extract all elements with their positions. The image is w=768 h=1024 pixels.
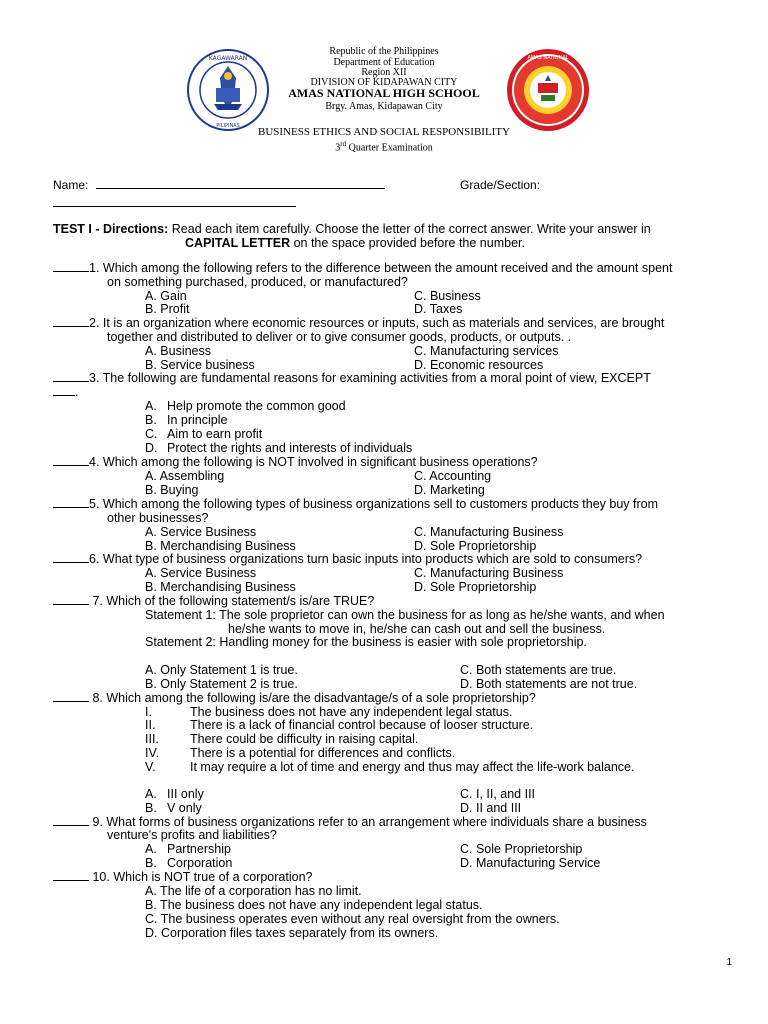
q8-choice-a-letter: A. (145, 787, 157, 801)
answer-blank-8[interactable] (53, 691, 89, 702)
q3-choice-d: Protect the rights and interests of individuals (167, 441, 413, 455)
q1-choice-d: D. Taxes (414, 302, 463, 316)
q8-item-1-num: I. (145, 705, 152, 719)
q6-choice-b: B. Merchandising Business (145, 580, 296, 594)
question-8: 8. Which among the following is/are the disadvantage/s of a sole proprietorship? (53, 691, 536, 705)
q9-choice-b: Corporation (167, 856, 233, 870)
q3-choice-d-letter: D. (145, 441, 158, 455)
q3-choice-c: Aim to earn profit (167, 427, 263, 441)
q8-item-3-num: III. (145, 732, 159, 746)
name-blank[interactable] (96, 178, 385, 189)
q8-item-5-num: V. (145, 760, 156, 774)
q8-item-2-num: II. (145, 718, 156, 732)
grade-section-blank[interactable] (53, 196, 296, 210)
answer-blank-6[interactable] (53, 552, 89, 563)
header-region: Region XII (361, 67, 407, 78)
q7-statement-1: Statement 1: The sole proprietor can own the business for as long as he/she wants, and when (145, 608, 665, 622)
question-7: 7. Which of the following statement/s is/are TRUE? (53, 594, 374, 608)
svg-text:AMAS NATIONAL: AMAS NATIONAL (527, 55, 569, 61)
answer-blank-9[interactable] (53, 815, 89, 826)
q4-choice-c: C. Accounting (414, 469, 492, 483)
header-department: Department of Education (333, 57, 435, 68)
header-division: DIVISION OF KIDAPAWAN CITY (310, 77, 458, 88)
q7-statement-1-line-2: he/she wants to move in, he/she can cash out and sell the business. (228, 622, 606, 636)
q8-choice-d: D. II and III (460, 801, 522, 815)
q4-choice-d: D. Marketing (414, 483, 485, 497)
exam-subject-title: BUSINESS ETHICS AND SOCIAL RESPONSIBILITY (257, 126, 510, 138)
directions-label: TEST I - Directions: (53, 222, 169, 236)
q8-choice-b-letter: B. (145, 801, 157, 815)
q5-choice-b: B. Merchandising Business (145, 539, 296, 553)
q8-item-3: There could be difficulty in raising capital. (190, 732, 419, 746)
question-1: 1. Which among the following refers to the difference between the amount received and the amount spent (53, 261, 672, 275)
q3-choice-b: In principle (167, 413, 228, 427)
page-number: 1 (726, 957, 732, 968)
q8-item-5: It may require a lot of time and energy and thus may affect the life-work balance. (190, 760, 635, 774)
q6-choice-d: D. Sole Proprietorship (414, 580, 537, 594)
q9-choice-d: D. Manufacturing Service (460, 856, 601, 870)
grade-section-label: Grade/Section: (460, 178, 541, 192)
question-1-line-2: on something purchased, produced, or manufactured? (107, 275, 408, 289)
q9-choice-b-letter: B. (145, 856, 157, 870)
q5-choice-a: A. Service Business (145, 525, 257, 539)
q2-choice-c: C. Manufacturing services (414, 344, 559, 358)
q2-choice-b: B. Service business (145, 358, 255, 372)
q8-choice-a: III only (167, 787, 204, 801)
q1-choice-a: A. Gain (145, 289, 187, 303)
q2-choice-d: D. Economic resources (414, 358, 544, 372)
directions-line-2: CAPITAL LETTER on the space provided before the number. (185, 236, 525, 250)
answer-blank-5[interactable] (53, 497, 89, 508)
q1-choice-b: B. Profit (145, 302, 190, 316)
question-6: 6. What type of business organizations turn basic inputs into products which are sold to consumers? (53, 552, 642, 566)
q8-item-2: There is a lack of financial control because of looser structure. (190, 718, 534, 732)
answer-blank-7[interactable] (53, 594, 89, 605)
q7-choice-a: A. Only Statement 1 is true. (145, 663, 298, 677)
name-label: Name: (53, 178, 89, 192)
q8-item-1: The business does not have any independent legal status. (190, 705, 513, 719)
q6-choice-c: C. Manufacturing Business (414, 566, 564, 580)
question-10: 10. Which is NOT true of a corporation? (53, 870, 312, 884)
question-9: 9. What forms of business organizations refer to an arrangement where individuals share a business (53, 815, 647, 829)
question-2: 2. It is an organization where economic resources or inputs, such as materials and services, are brought (53, 316, 664, 330)
question-2-line-2: together and distributed to deliver or to give consumer goods, products, or outputs. . (107, 330, 572, 344)
question-5-line-2: other businesses? (107, 511, 209, 525)
question-3-line-2: . (53, 385, 78, 399)
question-5: 5. Which among the following types of business organizations sell to customers products they buy from (53, 497, 658, 511)
q5-choice-c: C. Manufacturing Business (414, 525, 564, 539)
q7-choice-d: D. Both statements are not true. (460, 677, 638, 691)
q3-choice-c-letter: C. (145, 427, 158, 441)
q4-choice-b: B. Buying (145, 483, 199, 497)
question-3: 3. The following are fundamental reasons for examining activities from a moral point of view, EXCEPT (53, 371, 651, 385)
header-address: Brgy. Amas, Kidapawan City (325, 101, 443, 112)
name-field[interactable] (53, 178, 385, 192)
q9-choice-a: Partnership (167, 842, 231, 856)
header-republic: Republic of the Philippines (329, 46, 439, 57)
q7-choice-b: B. Only Statement 2 is true. (145, 677, 298, 691)
q4-choice-a: A. Assembling (145, 469, 225, 483)
answer-blank-1[interactable] (53, 261, 89, 272)
q2-choice-a: A. Business (145, 344, 212, 358)
question-4: 4. Which among the following is NOT involved in significant business operations? (53, 455, 538, 469)
exam-quarter-title: 3rd Quarter Examination (335, 140, 433, 154)
q3-choice-a-letter: A. (145, 399, 157, 413)
q9-choice-c: C. Sole Proprietorship (460, 842, 583, 856)
q10-choice-b: B. The business does not have any independent legal status. (145, 898, 483, 912)
q6-choice-a: A. Service Business (145, 566, 257, 580)
answer-blank-10[interactable] (53, 870, 89, 881)
q3-choice-a: Help promote the common good (167, 399, 346, 413)
q1-choice-c: C. Business (414, 289, 481, 303)
svg-text:PILIPINAS: PILIPINAS (216, 123, 240, 129)
q9-choice-a-letter: A. (145, 842, 157, 856)
q5-choice-d: D. Sole Proprietorship (414, 539, 537, 553)
answer-blank-4[interactable] (53, 455, 89, 466)
question-9-line-2: venture's profits and liabilities? (107, 828, 277, 842)
q3-choice-b-letter: B. (145, 413, 157, 427)
answer-blank-2[interactable] (53, 316, 89, 327)
q7-statement-2: Statement 2: Handling money for the business is easier with sole proprietorship. (145, 635, 587, 649)
q10-choice-c: C. The business operates even without any real oversight from the owners. (145, 912, 560, 926)
q7-choice-c: C. Both statements are true. (460, 663, 617, 677)
q8-item-4-num: IV. (145, 746, 160, 760)
answer-blank-3[interactable] (53, 371, 89, 382)
q8-choice-c: C. I, II, and III (460, 787, 536, 801)
q10-choice-d: D. Corporation files taxes separately from its owners. (145, 926, 439, 940)
header-school-name: AMAS NATIONAL HIGH SCHOOL (288, 86, 480, 100)
q8-choice-b: V only (167, 801, 202, 815)
q10-choice-a: A. The life of a corporation has no limit. (145, 884, 362, 898)
q8-item-4: There is a potential for differences and conflicts. (190, 746, 456, 760)
directions-line-1: TEST I - Directions: Read each item carefully. Choose the letter of the correct answer. Write your answer in (53, 222, 651, 236)
svg-text:KAGAWARAN: KAGAWARAN (208, 55, 248, 62)
